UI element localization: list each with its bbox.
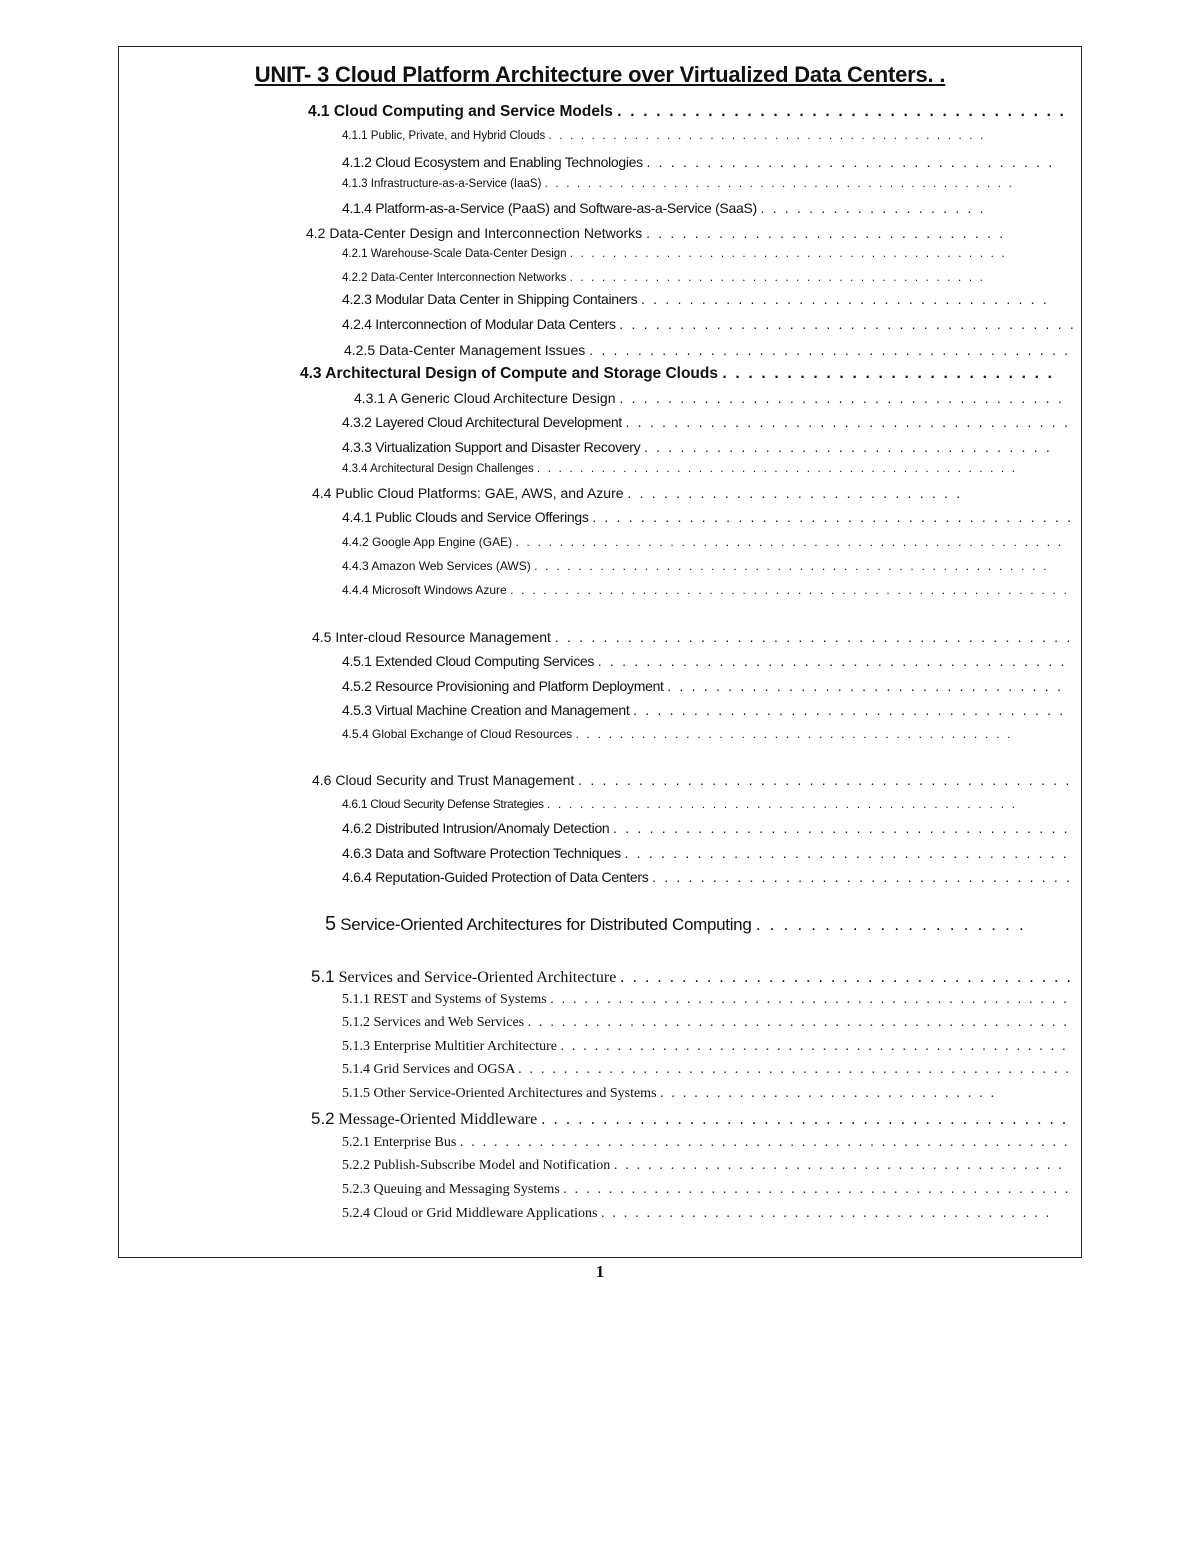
toc-entry-4-2-5: 4.2.5 Data-Center Management Issues . . . . . . . . . . . . . . . . . . . . . . . . . . . . . . . . . . . . . . . . — [344, 342, 1071, 358]
toc-entry-4-5-2: 4.5.2 Resource Provisioning and Platform Deployment . . . . . . . . . . . . . . . . . . . . . . . . . . . . . . . . . — [342, 678, 1064, 694]
toc-entry-4-1-4: 4.1.4 Platform-as-a-Service (PaaS) and Software-as-a-Service (SaaS) . . . . . . . . . . . . . . . . . . . — [342, 200, 986, 216]
toc-entry-4-3: 4.3 Architectural Design of Compute and Storage Clouds . . . . . . . . . . . . . . . . . . . . . . . . . . — [300, 365, 1055, 382]
toc-entry-5-1-3: 5.1.3 Enterprise Multitier Architecture . . . . . . . . . . . . . . . . . . . . . . . . . . . . . . . . . . . . . . . . . . . . . — [342, 1039, 1068, 1054]
toc-entry-4-4-1: 4.4.1 Public Clouds and Service Offerings . . . . . . . . . . . . . . . . . . . . . . . . . . . . . . . . . . . . . . . . — [342, 509, 1074, 525]
toc-entry-5: 5 Service-Oriented Architectures for Distributed Computing . . . . . . . . . . . . . . . . . . . . — [325, 913, 1026, 935]
toc-entry-4-1-3: 4.1.3 Infrastructure-as-a-Service (IaaS) . . . . . . . . . . . . . . . . . . . . . . . . . . . . . . . . . . . . . . . . . . . . — [342, 178, 1014, 190]
toc-entry-5-1-1: 5.1.1 REST and Systems of Systems . . . . . . . . . . . . . . . . . . . . . . . . . . . . . . . . . . . . . . . . . . . . . . — [342, 992, 1069, 1007]
toc-entry-5-1-2: 5.1.2 Services and Web Services . . . . . . . . . . . . . . . . . . . . . . . . . . . . . . . . . . . . . . . . . . . . . . . . — [342, 1015, 1070, 1030]
toc-entry-5-1-5: 5.1.5 Other Service-Oriented Architectures and Systems . . . . . . . . . . . . . . . . . . . . . . . . . . . . . . — [342, 1086, 997, 1101]
page-number: 1 — [595, 1262, 605, 1281]
toc-entry-4-4: 4.4 Public Cloud Platforms: GAE, AWS, and Azure . . . . . . . . . . . . . . . . . . . . . . . . . . . . — [312, 485, 963, 501]
toc-entry-4-1-1: 4.1.1 Public, Private, and Hybrid Clouds . . . . . . . . . . . . . . . . . . . . . . . . . . . . . . . . . . . . . . . . . — [342, 130, 986, 142]
toc-entry-4-4-3: 4.4.3 Amazon Web Services (AWS) . . . . . . . . . . . . . . . . . . . . . . . . . . . . . . . . . . . . . . . . . . . . . . . — [342, 559, 1049, 573]
toc-entry-4-5-3: 4.5.3 Virtual Machine Creation and Management . . . . . . . . . . . . . . . . . . . . . . . . . . . . . . . . . . . . — [342, 702, 1066, 718]
toc-entry-4-2-2: 4.2.2 Data-Center Interconnection Networks . . . . . . . . . . . . . . . . . . . . . . . . . . . . . . . . . . . . . . . — [342, 272, 985, 284]
toc-entry-4-6: 4.6 Cloud Security and Trust Management . . . . . . . . . . . . . . . . . . . . . . . . . . . . . . . . . . . . . . . . . — [312, 772, 1072, 788]
toc-entry-5-2-2: 5.2.2 Publish-Subscribe Model and Notification . . . . . . . . . . . . . . . . . . . . . . . . . . . . . . . . . . . . . . . . — [342, 1158, 1065, 1173]
toc-entry-4-2: 4.2 Data-Center Design and Interconnection Networks . . . . . . . . . . . . . . . . . . . . . . . . . . . . . . — [306, 225, 1006, 241]
toc-entry-4-6-2: 4.6.2 Distributed Intrusion/Anomaly Detection . . . . . . . . . . . . . . . . . . . . . . . . . . . . . . . . . . . . . . — [342, 820, 1070, 836]
toc-entry-5-1: 5.1 Services and Service-Oriented Architecture . . . . . . . . . . . . . . . . . . . . . . . . . . . . . . . . . . . . . — [311, 967, 1073, 986]
toc-entry-4-6-3: 4.6.3 Data and Software Protection Techniques . . . . . . . . . . . . . . . . . . . . . . . . . . . . . . . . . . . . . — [342, 845, 1070, 861]
toc-entry-5-1-4: 5.1.4 Grid Services and OGSA . . . . . . . . . . . . . . . . . . . . . . . . . . . . . . . . . . . . . . . . . . . . . . . . . — [342, 1062, 1072, 1077]
toc-entry-4-6-4: 4.6.4 Reputation-Guided Protection of Data Centers . . . . . . . . . . . . . . . . . . . . . . . . . . . . . . . . . . . — [342, 869, 1073, 885]
toc-entry-4-4-4: 4.4.4 Microsoft Windows Azure . . . . . . . . . . . . . . . . . . . . . . . . . . . . . . . . . . . . . . . . . . . . . . . . . . . — [342, 583, 1070, 597]
toc-entry-4-5: 4.5 Inter-cloud Resource Management . . . . . . . . . . . . . . . . . . . . . . . . . . . . . . . . . . . . . . . . . . . — [312, 629, 1073, 645]
document-title: UNIT- 3 Cloud Platform Architecture over Virtualized Data Centers. . — [254, 62, 946, 87]
toc-entry-4-4-2: 4.4.2 Google App Engine (GAE) . . . . . . . . . . . . . . . . . . . . . . . . . . . . . . . . . . . . . . . . . . . . . . . . . . — [342, 535, 1064, 549]
toc-entry-5-2-4: 5.2.4 Cloud or Grid Middleware Applications . . . . . . . . . . . . . . . . . . . . . . . . . . . . . . . . . . . . . . . . — [342, 1206, 1052, 1221]
toc-entry-4-3-1: 4.3.1 A Generic Cloud Architecture Design . . . . . . . . . . . . . . . . . . . . . . . . . . . . . . . . . . . . . — [354, 390, 1064, 406]
toc-entry-4-5-1: 4.5.1 Extended Cloud Computing Services . . . . . . . . . . . . . . . . . . . . . . . . . . . . . . . . . . . . . . . — [342, 653, 1067, 669]
toc-entry-5-2-1: 5.2.1 Enterprise Bus . . . . . . . . . . . . . . . . . . . . . . . . . . . . . . . . . . . . . . . . . . . . . . . . . . . . . . — [342, 1135, 1070, 1150]
toc-entry-4-5-4: 4.5.4 Global Exchange of Cloud Resources . . . . . . . . . . . . . . . . . . . . . . . . . . . . . . . . . . . . . . . . — [342, 727, 1013, 741]
toc-entry-4-1: 4.1 Cloud Computing and Service Models . . . . . . . . . . . . . . . . . . . . . . . . . . . . . . . . . . . — [308, 103, 1067, 120]
toc-entry-5-2-3: 5.2.3 Queuing and Messaging Systems . . . . . . . . . . . . . . . . . . . . . . . . . . . . . . . . . . . . . . . . . . . . . — [342, 1182, 1071, 1197]
toc-entry-5-2: 5.2 Message-Oriented Middleware . . . . . . . . . . . . . . . . . . . . . . . . . . . . . . . . . . . . . . . . . . . — [311, 1109, 1069, 1128]
toc-entry-4-3-4: 4.3.4 Architectural Design Challenges . . . . . . . . . . . . . . . . . . . . . . . . . . . . . . . . . . . . . . . . . . . . . — [342, 463, 1018, 475]
toc-entry-4-2-4: 4.2.4 Interconnection of Modular Data Centers . . . . . . . . . . . . . . . . . . . . . . . . . . . . . . . . . . . . . . — [342, 316, 1076, 332]
toc-entry-4-2-3: 4.2.3 Modular Data Center in Shipping Containers . . . . . . . . . . . . . . . . . . . . . . . . . . . . . . . . . . — [342, 291, 1049, 307]
toc-entry-4-6-1: 4.6.1 Cloud Security Defense Strategies . . . . . . . . . . . . . . . . . . . . . . . . . . . . . . . . . . . . . . . . . . . — [342, 797, 1018, 811]
toc-entry-4-3-2: 4.3.2 Layered Cloud Architectural Development . . . . . . . . . . . . . . . . . . . . . . . . . . . . . . . . . . . . . — [342, 414, 1071, 430]
toc-entry-4-2-1: 4.2.1 Warehouse-Scale Data-Center Design . . . . . . . . . . . . . . . . . . . . . . . . . . . . . . . . . . . . . . . . . — [342, 248, 1007, 260]
toc-entry-4-1-2: 4.1.2 Cloud Ecosystem and Enabling Technologies . . . . . . . . . . . . . . . . . . . . . . . . . . . . . . . . . . — [342, 154, 1055, 170]
toc-entry-4-3-3: 4.3.3 Virtualization Support and Disaster Recovery . . . . . . . . . . . . . . . . . . . . . . . . . . . . . . . . . . — [342, 439, 1052, 455]
